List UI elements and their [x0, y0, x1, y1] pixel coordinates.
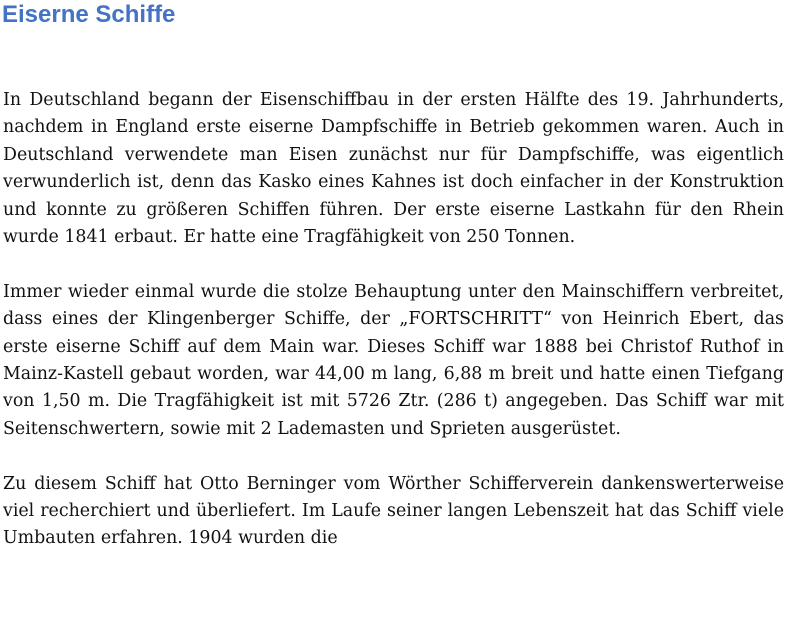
paragraph-2: Immer wieder einmal wurde die stolze Behauptung unter den Mainschiffern verbreitet, dass eines der Klingenberger Schiffe, der „FORTSCHRITT“ von Heinrich Ebert, das erste eiserne Schiff auf dem Main war. Dieses Schiff war 1888 bei Christof Ruthof in Mainz-Kastell gebaut worden, war 44,00 m lang, 6,88 m breit und hatte einen Tiefgang von 1,50 m. Die Tragfähigkeit ist mit 5726 Ztr. (286 t) angegeben. Das Schiff war mit Seitenschwertern, sowie mit 2 Lademasten und Sprieten ausgerüstet. [3, 281, 784, 439]
article-body [3, 87, 784, 580]
paragraph-3: Zu diesem Schiff hat Otto Berninger vom Wörther Schifferverein dankenswerterweise viel recherchiert und überliefert. Im Laufe seiner langen Lebenszeit hat das Schiff viele Umbauten erfahren. 1904 wurden die [3, 473, 784, 549]
paragraph-1: In Deutschland begann der Eisenschiffbau in der ersten Hälfte des 19. Jahrhunderts, nachdem in England erste eiserne Dampfschiffe in Betrieb gekommen waren. Auch in Deutschland verwendete man Eisen zunächst nur für Dampfschiffe, was eigentlich verwunderlich ist, denn das Kasko eines Kahnes ist doch einfacher in der Konstruktion und konnte zu größeren Schiffen führen. Der erste eiserne Lastkahn für den Rhein wurde 1841 erbaut. Er hatte eine Tragfähigkeit von 250 Tonnen. [3, 90, 784, 248]
page-title: Eiserne Schiffe [2, 1, 176, 28]
